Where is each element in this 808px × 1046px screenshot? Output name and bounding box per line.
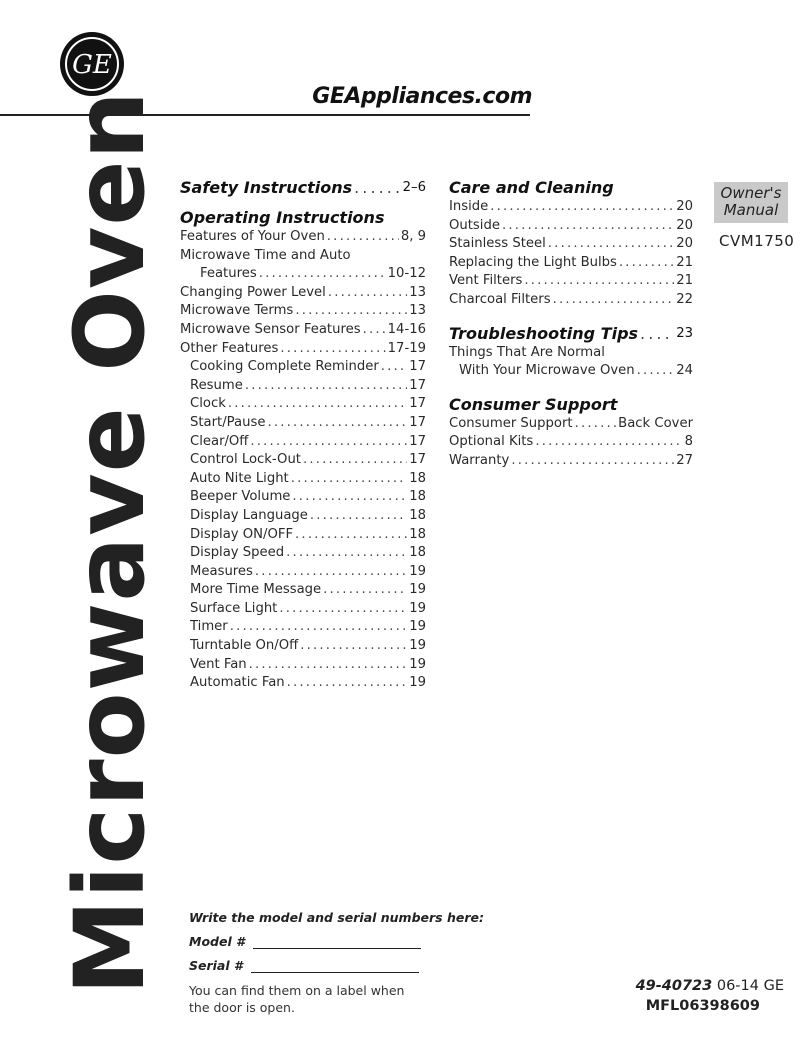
mfl-number: MFL06398609 [645,998,760,1014]
toc-item[interactable]: Features of Your Oven . . . 8, 9 [180,228,426,247]
toc-item[interactable]: Charcoal Filters . . . 22 [449,291,693,310]
document-title: Microwave Oven [54,90,166,995]
toc-item[interactable]: Outside . . . 20 [449,217,693,236]
serial-number-row [189,958,419,973]
toc-section-operating[interactable]: Operating Instructions [180,208,385,227]
toc-subitem[interactable]: Timer . . . 19 [180,618,426,637]
toc-section-care[interactable]: Care and Cleaning [449,178,614,197]
toc-subitem[interactable]: Start/Pause . . . 17 [180,414,426,433]
toc-operating-list [180,228,426,693]
toc-item[interactable]: Consumer Support . . . Back Cover [449,415,693,434]
toc-subitem[interactable]: Turntable On/Off . . . 19 [180,637,426,656]
toc-subitem[interactable]: Measures . . . 19 [180,563,426,582]
toc-item[interactable]: Stainless Steel . . . 20 [449,235,693,254]
toc-section-consumer[interactable]: Consumer Support [449,394,618,414]
toc-subitem[interactable]: Cooking Complete Reminder . . . 17 [180,358,426,377]
ge-logo [58,30,126,98]
site-url[interactable]: GEAppliances.com [312,84,532,109]
serial-label: Serial # [189,958,243,973]
toc-subitem[interactable]: More Time Message . . . 19 [180,581,426,600]
toc-section-safety[interactable]: Safety Instructions . . . 2–6 [180,178,426,198]
toc-subitem[interactable]: Vent Fan . . . 19 [180,656,426,675]
toc-item[interactable]: Inside . . . 20 [449,198,693,217]
toc-item[interactable]: Replacing the Light Bulbs . . . 21 [449,254,693,273]
toc-subitem[interactable]: Display Language . . . 18 [180,507,426,526]
owners-manual-badge [714,182,788,223]
toc-subitem[interactable]: Clock . . . 17 [180,395,426,414]
model-number-line[interactable] [253,934,421,949]
badge-line1: Owner's [720,184,782,202]
toc-subitem[interactable]: Control Lock-Out . . . 17 [180,451,426,470]
toc-subitem[interactable]: Display ON/OFF . . . 18 [180,526,426,545]
doc-date: 06-14 GE [716,978,784,994]
model-label: Model # [189,934,245,949]
doc-number [636,978,784,994]
toc-subitem[interactable]: Beeper Volume . . . 18 [180,488,426,507]
toc-right-column [449,178,693,471]
toc-care-list [449,198,693,310]
toc-item-things-normal-cont[interactable]: With Your Microwave Oven . . . 24 [449,362,693,381]
logo-text: GE [72,50,112,80]
toc-section-troubleshooting[interactable]: Troubleshooting Tips . . . 23 [449,324,693,344]
toc-consumer-list [449,415,693,471]
toc-subitem[interactable]: Display Speed . . . 18 [180,544,426,563]
model-code: CVM1750 [719,232,795,250]
toc-subitem[interactable]: Clear/Off . . . 17 [180,433,426,452]
toc-left-column [180,178,426,693]
toc-subitem[interactable]: Surface Light . . . 19 [180,600,426,619]
toc-subitem[interactable]: Resume . . . 17 [180,377,426,396]
toc-item[interactable]: Other Features . . . 17-19 [180,340,426,359]
toc-item[interactable]: Microwave Sensor Features . . . 14-16 [180,321,426,340]
doc-number-value: 49-40723 [635,978,713,994]
toc-item[interactable]: Warranty . . . 27 [449,452,693,471]
toc-item-things-normal[interactable]: Things That Are Normal [449,344,605,360]
serial-number-line[interactable] [251,958,419,973]
badge-line2: Manual [723,201,779,219]
label-note: You can find them on a label when the door is open. [189,983,405,1015]
toc-item[interactable]: Vent Filters . . . 21 [449,272,693,291]
model-number-row [189,934,421,949]
toc-item[interactable]: Microwave Time and Auto [180,247,351,263]
toc-item[interactable]: Optional Kits . . . 8 [449,433,693,452]
write-note: Write the model and serial numbers here: [189,910,484,925]
toc-subitem[interactable]: Automatic Fan . . . 19 [180,674,426,693]
toc-item[interactable]: Microwave Terms . . . 13 [180,302,426,321]
toc-item[interactable]: Changing Power Level . . . 13 [180,284,426,303]
toc-subitem[interactable]: Auto Nite Light . . . 18 [180,470,426,489]
toc-item-cont[interactable]: Features . . . 10-12 [180,265,426,284]
